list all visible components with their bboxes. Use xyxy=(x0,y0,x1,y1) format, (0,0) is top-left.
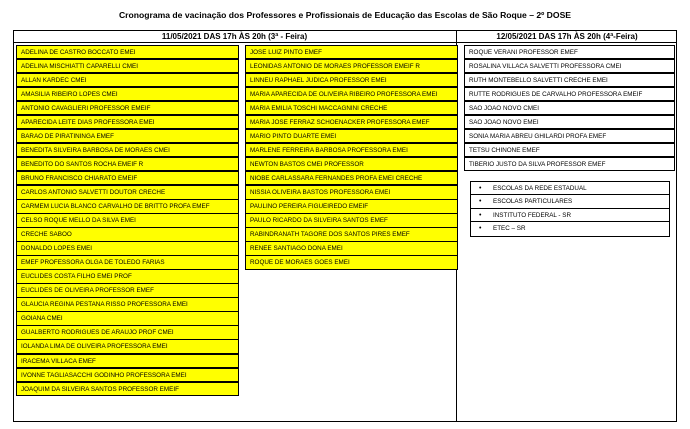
school-entry: IRACEMA VILLACA EMEF xyxy=(16,354,239,369)
school-entry: BENEDITA SILVEIRA BARBOSA DE MORAES CMEI xyxy=(16,143,239,158)
bullet-item xyxy=(471,209,669,222)
school-entry: GLAUCIA REGINA PESTANA RISSO PROFESSORA EMEI xyxy=(16,297,239,312)
bullet-text: ESCOLAS PARTICULARES xyxy=(493,198,573,206)
school-entry: LEONIDAS ANTONIO DE MORAES PROFESSOR EMEIF R xyxy=(245,59,458,74)
school-entry: DONALDO LOPES EMEI xyxy=(16,241,239,256)
school-entry: GUALBERTO RODRIGUES DE ARAUJO PROF CMEI xyxy=(16,325,239,340)
school-entry: BARAO DE PIRATININGA EMEF xyxy=(16,129,239,144)
day1-list-right xyxy=(245,45,458,270)
school-entry: BRUNO FRANCISCO CHIARATO EMEIF xyxy=(16,171,239,186)
school-entry: MARIA JOSE FERRAZ SCHOENACKER PROFESSORA EMEF xyxy=(245,115,458,130)
bullet-text: ETEC – SR xyxy=(493,224,526,232)
school-entry: PAULO RICARDO DA SILVEIRA SANTOS EMEF xyxy=(245,213,458,228)
school-entry: CARMEM LUCIA BLANCO CARVALHO DE BRITTO PROFA EMEF xyxy=(16,199,239,214)
school-entry: SONIA MARIA ABREU GHILARDI PROFA EMEF xyxy=(464,129,675,144)
bullet-item xyxy=(471,182,669,195)
school-entry: MARIO PINTO DUARTE EMEI xyxy=(245,129,458,144)
school-entry: EMEF PROFESSORA OLGA DE TOLEDO FARIAS xyxy=(16,255,239,270)
bullet-icon: • xyxy=(479,211,482,219)
school-entry: RABINDRANATH TAGORE DOS SANTOS PIRES EMEF xyxy=(245,227,458,242)
school-entry: CARLOS ANTONIO SALVETTI DOUTOR CRECHE xyxy=(16,185,239,200)
school-entry: PAULINO PEREIRA FIGUEIREDO EMEIF xyxy=(245,199,458,214)
school-entry: CELSO ROQUE MELLO DA SILVA EMEI xyxy=(16,213,239,228)
school-entry: TETSU CHINONE EMEF xyxy=(464,143,675,158)
school-entry: NIOBE CARLASSARA FERNANDES PROFA EMEI CRECHE xyxy=(245,171,458,186)
school-entry: JOSE LUIZ PINTO EMEF xyxy=(245,45,458,60)
school-entry: GOIANA CMEI xyxy=(16,311,239,326)
school-entry: ALLAN KARDEC CMEI xyxy=(16,73,239,88)
school-entry: NISSIA OLIVEIRA BASTOS PROFESSORA EMEI xyxy=(245,185,458,200)
school-entry: ROQUE VERANI PROFESSOR EMEF xyxy=(464,45,675,60)
school-entry: BENEDITO DO SANTOS ROCHA EMEIF R xyxy=(16,157,239,172)
day1-list-left xyxy=(16,45,239,396)
school-entry: JOAQUIM DA SILVEIRA SANTOS PROFESSOR EMEIF xyxy=(16,382,239,397)
school-entry: ROQUE DE MORAES GOES EMEI xyxy=(245,255,458,270)
day2-list xyxy=(464,45,675,171)
school-entry: RUTH MONTEBELLO SALVETTI CRECHE EMEI xyxy=(464,73,675,88)
school-entry: ADELINA MISCHIATTI CAPARELLI CMEI xyxy=(16,59,239,74)
school-entry: RENEE SANTIAGO DONA EMEI xyxy=(245,241,458,256)
school-entry: IVONNE TAGLIASACCHI GODINHO PROFESSORA EMEI xyxy=(16,368,239,383)
school-entry: SAO JOAO NOVO EMEI xyxy=(464,115,675,130)
school-entry: AMASILIA RIBEIRO LOPES CMEI xyxy=(16,87,239,102)
header-rule xyxy=(13,42,677,43)
school-entry: CRECHE SABOO xyxy=(16,227,239,242)
school-entry: RUTTE RODRIGUES DE CARVALHO PROFESSORA EMEIF xyxy=(464,87,675,102)
school-entry: EUCLIDES COSTA FILHO EMEI PROF xyxy=(16,269,239,284)
bullet-text: INSTITUTO FEDERAL - SR xyxy=(493,211,572,219)
page-title: Cronograma de vacinação dos Professores e Profissionais de Educação das Escolas de São Roque – 2º DOSE xyxy=(118,10,572,20)
day2-header: 12/05/2021 DAS 17h ÀS 20h (4ª-Feira) xyxy=(496,32,638,41)
school-entry: IOLANDA LIMA DE OLIVEIRA PROFESSORA EMEI xyxy=(16,339,239,354)
school-entry: ADELINA DE CASTRO BOCCATO EMEI xyxy=(16,45,239,60)
school-entry: ROSALINA VILLACA SALVETTI PROFESSORA CMEI xyxy=(464,59,675,74)
bullet-icon: • xyxy=(479,224,482,232)
school-entry: EUCLIDES DE OLIVEIRA PROFESSOR EMEF xyxy=(16,283,239,298)
school-entry: NEWTON BASTOS CMEI PROFESSOR xyxy=(245,157,458,172)
school-entry: MARIA EMILIA TOSCHI MACCAGNINI CRECHE xyxy=(245,101,458,116)
school-entry: TIBERIO JUSTO DA SILVA PROFESSOR EMEF xyxy=(464,157,675,172)
bullet-icon: • xyxy=(479,198,482,206)
bullet-item xyxy=(471,222,669,235)
other-schools-box xyxy=(470,181,670,237)
school-entry: ANTONIO CAVAGLIERI PROFESSOR EMEIF xyxy=(16,101,239,116)
school-entry: MARLENE FERREIRA BARBOSA PROFESSORA EMEI xyxy=(245,143,458,158)
other-schools-list xyxy=(471,182,669,235)
school-entry: MARIA APARECIDA DE OLIVEIRA RIBEIRO PROFESSORA EMEI xyxy=(245,87,458,102)
school-entry: LINNEU RAPHAEL JUDICA PROFESSOR EMEI xyxy=(245,73,458,88)
school-entry: APARECIDA LEITE DIAS PROFESSORA EMEI xyxy=(16,115,239,130)
school-entry: SAO JOAO NOVO CMEI xyxy=(464,101,675,116)
day1-header: 11/05/2021 DAS 17h ÀS 20h (3ª - Feira) xyxy=(161,32,308,41)
bullet-item xyxy=(471,195,669,208)
bullet-icon: • xyxy=(479,185,482,192)
bullet-text: ESCOLAS DA REDE ESTADUAL xyxy=(493,185,587,192)
